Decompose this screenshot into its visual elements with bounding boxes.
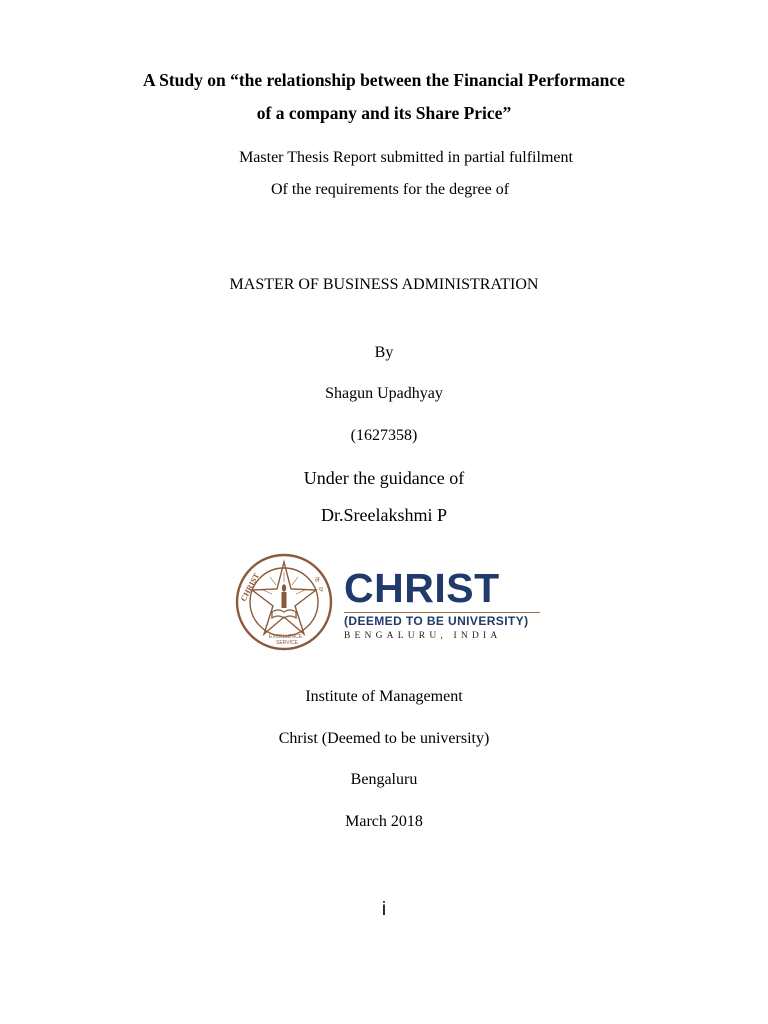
author-name: Shagun Upadhyay [325,385,443,402]
title-line-1: A Study on “the relationship between the Financial Performance [143,70,625,90]
guidance-label: Under the guidance of [303,468,465,488]
university-name: CHRIST [344,565,500,611]
svg-text:SERVICE: SERVICE [276,640,298,646]
christ-university-seal-icon [232,552,336,652]
svg-text:EXCELLENCE: EXCELLENCE [269,634,303,640]
svg-text:प: प [319,586,323,594]
guide-name: Dr.Sreelakshmi P [321,505,447,525]
city: Bengaluru [350,771,418,788]
page-number: i [381,899,387,920]
university-subtitle: (DEEMED TO BE UNIVERSITY) [344,614,529,628]
svg-text:CHRIST: CHRIST [238,571,262,603]
by-label: By [374,344,394,361]
author-id: (1627358) [350,427,418,444]
institute-name: Institute of Management [305,688,463,705]
svg-text:ल: ल [315,576,320,584]
degree-name: MASTER OF BUSINESS ADMINISTRATION [229,276,539,293]
wordmark-rule [344,612,540,613]
submission-date: March 2018 [345,813,423,830]
university-logo [232,552,542,652]
title-line-2: of a company and its Share Price” [256,103,512,123]
university-full-name: Christ (Deemed to be university) [278,730,490,747]
university-wordmark [344,565,540,642]
submission-line-1: Master Thesis Report submitted in partial fulfilment [239,149,573,166]
submission-line-2: Of the requirements for the degree of [270,181,510,198]
university-location: BENGALURU, INDIA [344,631,502,642]
